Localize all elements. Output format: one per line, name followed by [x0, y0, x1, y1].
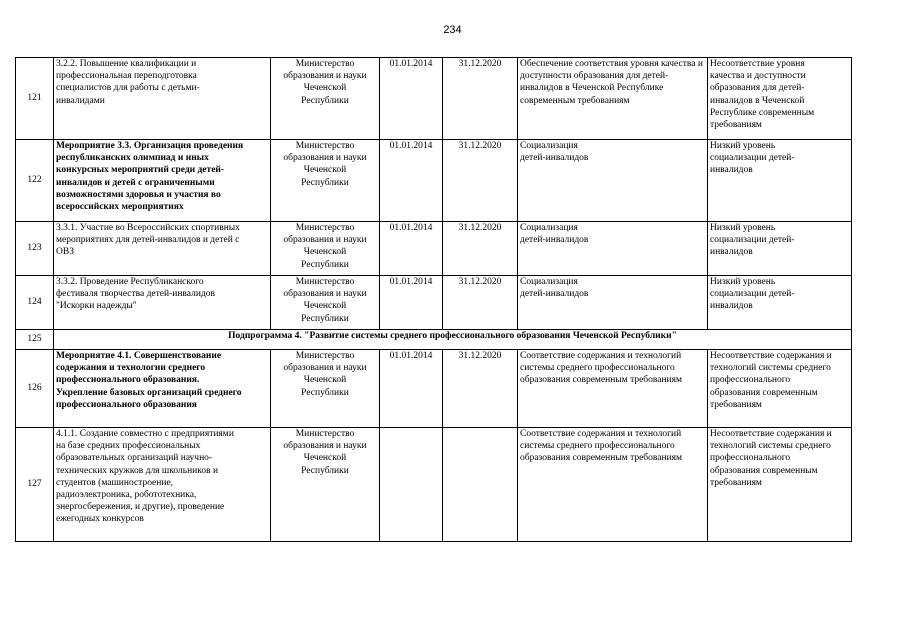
cell-line: Социализация: [520, 141, 578, 151]
cell-line: содержания и технологии среднего: [56, 363, 206, 374]
table-row: [16, 140, 852, 222]
cell-line: образования и науки: [283, 363, 367, 374]
cell-line: Чеченской: [303, 165, 347, 176]
cell-line: Чеченской: [303, 453, 347, 464]
cell-line: фестиваля творчества детей-инвалидов: [56, 289, 215, 300]
cell-line: возможностями здоровья и участия во: [56, 189, 221, 200]
cell-line: системы среднего профессионального: [520, 441, 675, 452]
cell-line: Низкий уровень: [710, 141, 776, 151]
end-date: 31.12.2020: [443, 350, 518, 428]
cell-line: требованиям: [710, 477, 762, 488]
executor: [271, 276, 380, 330]
cell-line: студентов (машиностроение,: [56, 477, 174, 488]
expected-result: [518, 222, 708, 276]
cell-line: социализации детей-: [710, 153, 795, 164]
activity-title: [54, 58, 271, 140]
cell-line: Соответствие содержания и технологий: [520, 351, 682, 361]
consequence: [708, 140, 852, 222]
cell-line: радиоэлектроника, робототехника,: [56, 490, 197, 501]
cell-line: Министерство: [295, 429, 355, 439]
cell-line: Чеченской: [303, 247, 347, 258]
table-row: [16, 350, 852, 428]
cell-line: на базе средних профессиональных: [56, 441, 201, 452]
cell-line: всероссийских мероприятиях: [56, 202, 184, 213]
cell-line: инвалидов в Чеченской Республике: [520, 83, 664, 94]
cell-line: 3.3.1. Участие во Всероссийских спортивных: [56, 223, 240, 233]
consequence: [708, 58, 852, 140]
executor: [271, 350, 380, 428]
cell-line: профессионального образования: [56, 399, 197, 410]
cell-line: образования современным требованиям: [520, 453, 683, 464]
program-table: [15, 57, 852, 542]
activity-title: [54, 140, 271, 222]
cell-line: образования современным требованиям: [520, 375, 683, 386]
end-date: 31.12.2020: [443, 276, 518, 330]
start-date: 01.01.2014: [380, 276, 443, 330]
activity-title: [54, 276, 271, 330]
cell-line: Министерство: [295, 277, 355, 287]
cell-line: специалистов для работы с детьми-: [56, 83, 200, 94]
cell-line: конкурсных мероприятий среди детей-: [56, 165, 225, 176]
cell-line: Социализация: [520, 223, 578, 233]
cell-line: образования и науки: [283, 153, 367, 164]
table-row: [16, 330, 852, 350]
page-number: 234: [443, 24, 462, 36]
cell-line: Республики: [301, 95, 349, 106]
cell-line: Обеспечение соответствия уровня качества и: [520, 59, 703, 69]
cell-line: Республики: [301, 259, 349, 270]
cell-line: инвалидов: [710, 247, 753, 258]
start-date: 01.01.2014: [380, 350, 443, 428]
cell-line: инвалидов в Чеченской: [710, 95, 805, 106]
cell-line: качества и доступности: [710, 71, 806, 82]
cell-line: образования для детей-: [710, 83, 805, 94]
cell-line: образования и науки: [283, 235, 367, 246]
cell-line: 3.3.2. Проведение Республиканского: [56, 277, 204, 287]
row-number: 121: [16, 58, 54, 140]
cell-line: Министерство: [295, 223, 355, 233]
cell-line: Несоответствие уровня: [710, 59, 805, 69]
cell-line: Мероприятие 4.1. Совершенствование: [56, 351, 222, 361]
end-date: [443, 428, 518, 542]
cell-line: инвалидов: [710, 165, 753, 176]
table-row: [16, 276, 852, 330]
table-row: [16, 428, 852, 542]
cell-line: образования и науки: [283, 289, 367, 300]
cell-line: республиканских олимпиад и иных: [56, 153, 209, 164]
cell-line: образования современным: [710, 387, 818, 398]
cell-line: Республики: [301, 177, 349, 188]
cell-line: образования современным: [710, 465, 818, 476]
cell-line: Республике современным: [710, 107, 815, 118]
cell-line: профессионального образования.: [56, 375, 200, 386]
cell-line: профессиональная переподготовка: [56, 71, 197, 82]
row-number: 127: [16, 428, 54, 542]
cell-line: энергосбережения, и другие), проведение: [56, 502, 225, 513]
row-number: 122: [16, 140, 54, 222]
cell-line: детей-инвалидов: [520, 153, 589, 164]
cell-line: профессионального: [710, 453, 791, 464]
row-number: 126: [16, 350, 54, 428]
end-date: 31.12.2020: [443, 140, 518, 222]
start-date: 01.01.2014: [380, 58, 443, 140]
cell-line: образовательных организаций научно-: [56, 453, 213, 464]
cell-line: Чеченской: [303, 83, 347, 94]
start-date: 01.01.2014: [380, 140, 443, 222]
cell-line: образования и науки: [283, 441, 367, 452]
cell-line: Министерство: [295, 141, 355, 151]
subprogram-title: Подпрограмма 4. "Развитие системы среднего профессионального образования Чеченской Республики": [54, 330, 852, 350]
table-row: [16, 222, 852, 276]
executor: [271, 222, 380, 276]
cell-line: инвалидами: [56, 95, 105, 106]
cell-line: инвалидов и детей с ограниченными: [56, 177, 215, 188]
cell-line: Низкий уровень: [710, 277, 776, 287]
cell-line: Чеченской: [303, 301, 347, 312]
activity-title: [54, 222, 271, 276]
start-date: 01.01.2014: [380, 222, 443, 276]
cell-line: технологий системы среднего: [710, 363, 831, 374]
consequence: [708, 350, 852, 428]
row-number: 124: [16, 276, 54, 330]
expected-result: [518, 140, 708, 222]
cell-line: Министерство: [295, 59, 355, 69]
cell-line: Несоответствие содержания и: [710, 429, 832, 439]
cell-line: 4.1.1. Создание совместно с предприятиями: [56, 429, 234, 439]
row-number: 125: [16, 330, 54, 350]
table-row: [16, 58, 852, 140]
cell-line: Укрепление базовых организаций среднего: [56, 387, 242, 398]
consequence: [708, 222, 852, 276]
executor: [271, 428, 380, 542]
cell-line: социализации детей-: [710, 235, 795, 246]
cell-line: Низкий уровень: [710, 223, 776, 233]
cell-line: профессионального: [710, 375, 791, 386]
executor: [271, 140, 380, 222]
cell-line: 3.2.2. Повышение квалификации и: [56, 59, 197, 69]
cell-line: детей-инвалидов: [520, 235, 589, 246]
expected-result: [518, 350, 708, 428]
cell-line: Мероприятие 3.3. Организация проведения: [56, 141, 244, 151]
cell-line: Министерство: [295, 351, 355, 361]
cell-line: мероприятиях для детей-инвалидов и детей с: [56, 235, 240, 246]
cell-line: Республики: [301, 465, 349, 476]
expected-result: [518, 276, 708, 330]
start-date: [380, 428, 443, 542]
end-date: 31.12.2020: [443, 58, 518, 140]
cell-line: Социализация: [520, 277, 578, 287]
cell-line: ежегодных конкурсов: [56, 514, 144, 525]
cell-line: детей-инвалидов: [520, 289, 589, 300]
consequence: [708, 276, 852, 330]
cell-line: системы среднего профессионального: [520, 363, 675, 374]
cell-line: инвалидов: [710, 301, 753, 312]
cell-line: Республики: [301, 313, 349, 324]
executor: [271, 58, 380, 140]
consequence: [708, 428, 852, 542]
row-number: 123: [16, 222, 54, 276]
cell-line: технологий системы среднего: [710, 441, 831, 452]
cell-line: требованиям: [710, 399, 762, 410]
activity-title: [54, 428, 271, 542]
end-date: 31.12.2020: [443, 222, 518, 276]
cell-line: Республики: [301, 387, 349, 398]
activity-title: [54, 350, 271, 428]
expected-result: [518, 58, 708, 140]
cell-line: Чеченской: [303, 375, 347, 386]
expected-result: [518, 428, 708, 542]
cell-line: Соответствие содержания и технологий: [520, 429, 682, 439]
cell-line: "Искорки надежды": [56, 301, 137, 312]
cell-line: ОВЗ: [56, 247, 74, 258]
cell-line: современным требованиям: [520, 95, 630, 106]
cell-line: Несоответствие содержания и: [710, 351, 832, 361]
cell-line: образования и науки: [283, 71, 367, 82]
cell-line: социализации детей-: [710, 289, 795, 300]
cell-line: доступности образования для детей-: [520, 71, 669, 82]
cell-line: требованиям: [710, 120, 762, 131]
cell-line: технических кружков для школьников и: [56, 465, 219, 476]
